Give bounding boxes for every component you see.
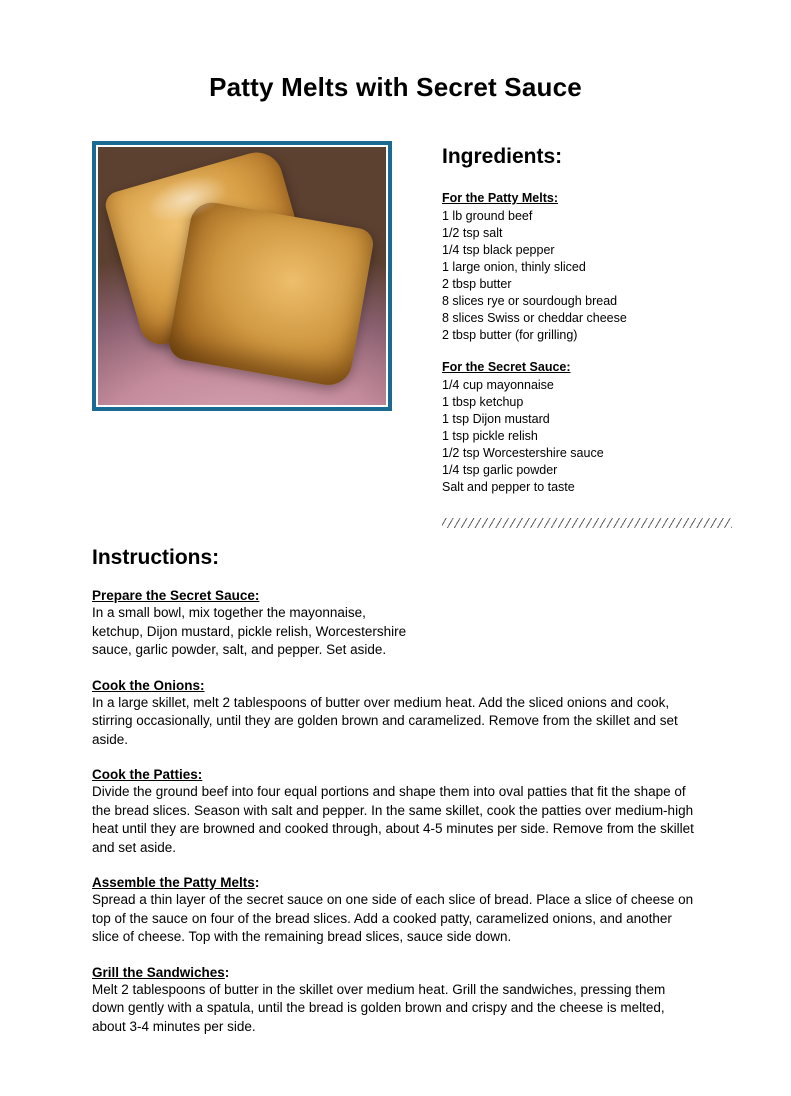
instruction-step-assemble — [92, 875, 696, 947]
recipe-header-section — [0, 141, 791, 528]
instruction-step-body: Spread a thin layer of the secret sauce on one side of each slice of bread. Place a slice of cheese on top of the sauce on four of the bread slices. Add a cooked patty, caramelized onions, and another slice of cheese. Top with the remaining bread slices, sauce side down. — [92, 892, 694, 944]
instruction-step-title-text: Cook the Patties: — [92, 767, 203, 782]
list-item: 1/2 tsp Worcestershire sauce — [442, 446, 604, 460]
list-item: 2 tbsp butter — [442, 277, 512, 291]
list-item: Salt and pepper to taste — [442, 480, 575, 494]
page-title: Patty Melts with Secret Sauce — [209, 72, 582, 102]
instruction-step-body: In a small bowl, mix together the mayonnaise, ketchup, Dijon mustard, pickle relish, Worcestershire sauce, garlic powder, salt, and pepper. Set aside. — [92, 605, 407, 657]
photo-bread-right — [166, 199, 375, 389]
list-item: 1 tsp Dijon mustard — [442, 412, 550, 426]
instructions-heading: Instructions: — [92, 546, 220, 569]
list-item: 2 tbsp butter (for grilling) — [442, 328, 578, 342]
instruction-step-body: In a large skillet, melt 2 tablespoons of butter over medium heat. Add the sliced onions and cook, stirring occasionally, until they are golden brown and caramelized. Remove from the skillet and set aside. — [92, 694, 678, 747]
recipe-photo — [98, 147, 386, 405]
instruction-step-cook-onions — [92, 678, 696, 750]
recipe-photo-frame — [92, 141, 392, 411]
document-page — [0, 72, 791, 1096]
instructions-section — [0, 546, 791, 1036]
instruction-step-title — [92, 767, 696, 782]
list-item: 8 slices Swiss or cheddar cheese — [442, 311, 627, 325]
list-item: 1/4 tsp garlic powder — [442, 463, 558, 477]
instruction-step-grill — [92, 965, 696, 1037]
list-item: 8 slices rye or sourdough bread — [442, 294, 618, 308]
list-item: 1/2 tsp salt — [442, 226, 503, 240]
list-item: 1 lb ground beef — [442, 209, 533, 223]
instruction-step-cook-patties — [92, 767, 696, 857]
ingredient-group-title: For the Secret Sauce: — [442, 360, 571, 374]
list-item: 1/4 tsp black pepper — [442, 243, 555, 257]
instruction-step-title — [92, 965, 696, 980]
instruction-step-prepare-sauce — [92, 588, 696, 660]
instruction-step-body: Divide the ground beef into four equal portions and shape them into oval patties that fit the shape of the bread slices. Season with salt and pepper. In the same skillet, cook the patties over medium-high heat until they are browned and cooked through, about 4-5 minutes per side. Remove from the skillet and set aside. — [92, 784, 694, 855]
ingredient-list — [442, 377, 736, 496]
instruction-step-title — [92, 588, 696, 603]
instruction-step-title-text: Assemble the Patty Melts — [92, 875, 255, 890]
instruction-step-title — [92, 678, 696, 693]
instruction-step-body: Melt 2 tablespoons of butter in the skillet over medium heat. Grill the sandwiches, pressing them down gently with a spatula, until the bread is golden brown and crispy and the cheese is melted, about 3-4 minutes per side. — [92, 981, 666, 1034]
list-item: 1 tbsp ketchup — [442, 395, 524, 409]
instruction-step-title-text: Cook the Onions: — [92, 677, 205, 693]
ingredients-heading: Ingredients: — [442, 145, 563, 168]
instruction-step-title-suffix: : — [254, 875, 260, 890]
instruction-step-title — [92, 875, 696, 890]
instruction-step-title-text: Grill the Sandwiches — [92, 964, 225, 980]
instruction-step-title-suffix: : — [224, 964, 230, 980]
list-item: 1 tsp pickle relish — [442, 429, 538, 443]
ingredient-group-secret-sauce — [442, 360, 736, 496]
ingredient-list — [442, 208, 736, 344]
list-item: 1/4 cup mayonnaise — [442, 378, 554, 392]
decorative-divider — [442, 518, 732, 528]
ingredient-group-title: For the Patty Melts: — [442, 191, 558, 205]
list-item: 1 large onion, thinly sliced — [442, 260, 586, 274]
ingredients-section — [392, 141, 736, 528]
ingredient-group-patty-melts — [442, 191, 736, 344]
instruction-step-title-text: Prepare the Secret Sauce: — [92, 588, 260, 603]
